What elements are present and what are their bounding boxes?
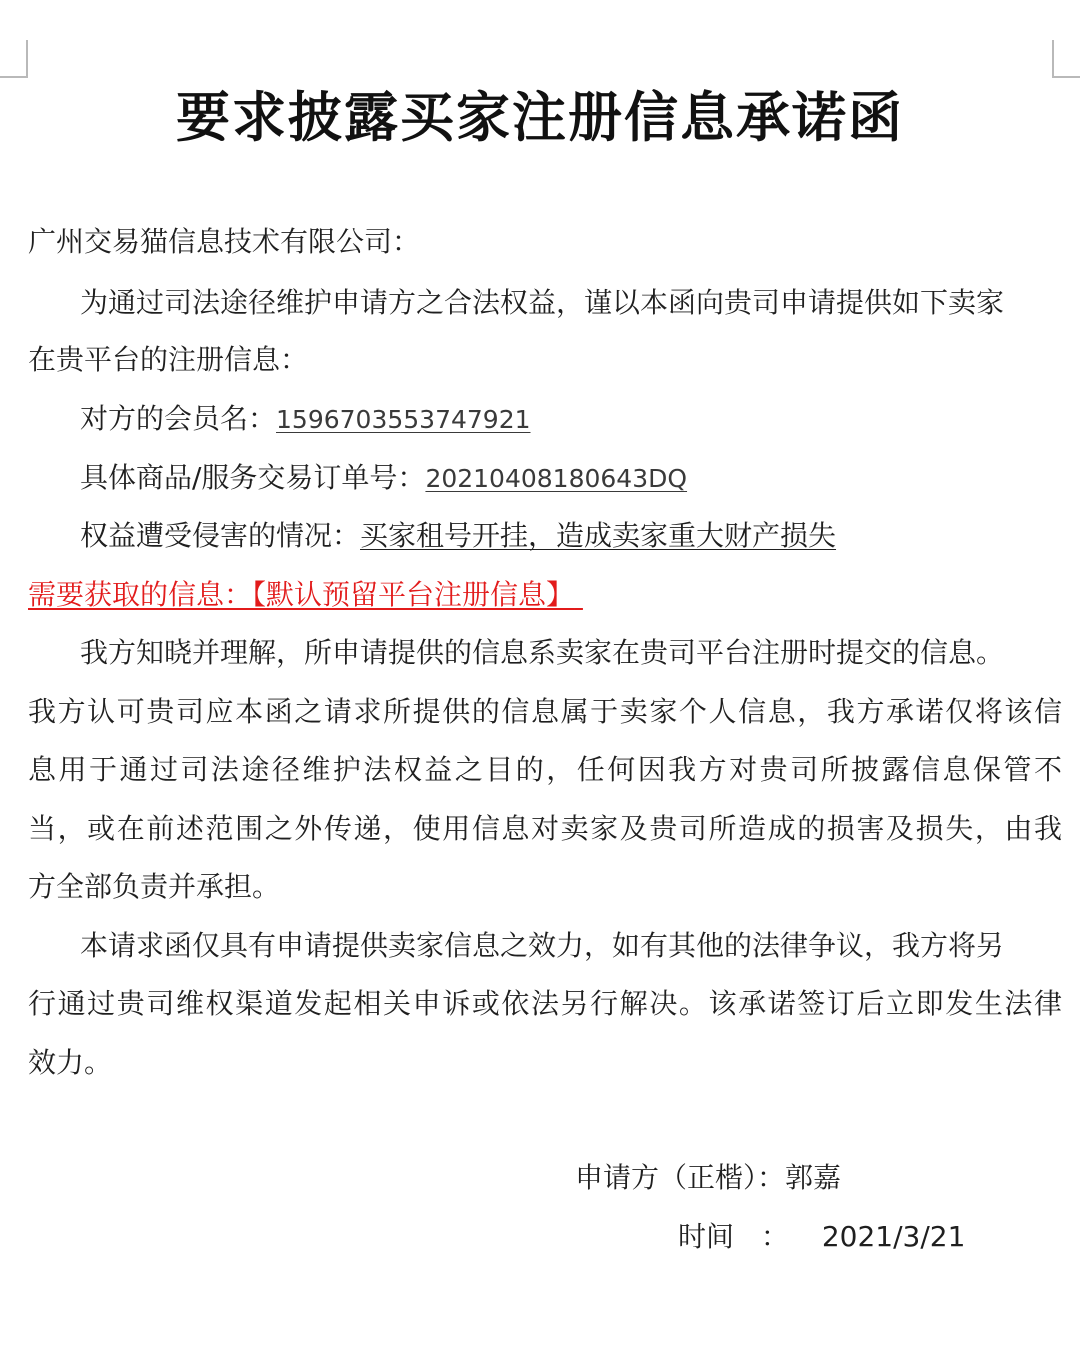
required-info-trailing-underline xyxy=(574,578,583,611)
damage-value: 买家租号开挂，造成卖家重大财产损失 xyxy=(360,519,837,552)
required-info: 需要获取的信息：【默认预留平台注册信息】 xyxy=(28,578,575,611)
document-title: 要求披露买家注册信息承诺函 xyxy=(176,86,904,149)
page-corner-mark-left xyxy=(0,40,28,78)
addressee: 广州交易猫信息技术有限公司： xyxy=(28,225,421,258)
para1-line-3: 息用于通过司法途径维护法权益之目的，任何因我方对贵司所披露信息保管不 xyxy=(28,753,1062,786)
para2-line-2: 行通过贵司维权渠道发起相关申诉或依法另行解决。该承诺签订后立即发生法律 xyxy=(28,987,1062,1020)
order-value: 20210408180643DQ xyxy=(425,464,688,493)
damage-label: 权益遭受侵害的情况： xyxy=(80,519,361,552)
para1-line-4: 当，或在前述范围之外传递，使用信息对卖家及贵司所造成的损害及损失，由我 xyxy=(28,812,1062,845)
para2-line-1: 本请求函仅具有申请提供卖家信息之效力，如有其他的法律争议，我方将另 xyxy=(80,929,1005,962)
date-value: 2021/3/21 xyxy=(821,1220,966,1253)
signature: 申请方（正楷）：郭嘉 xyxy=(575,1161,842,1194)
date-label: 时间 xyxy=(678,1220,735,1253)
page-corner-mark-right xyxy=(1052,40,1080,78)
intro-line-1: 为通过司法途径维护申请方之合法权益，谨以本函向贵司申请提供如下卖家 xyxy=(80,286,1005,319)
date-separator: ： xyxy=(760,1220,789,1253)
para1-line-5: 方全部负责并承担。 xyxy=(28,870,281,903)
damage-row xyxy=(80,516,836,556)
order-row xyxy=(80,458,687,499)
required-info-row xyxy=(28,575,583,615)
member-row xyxy=(80,399,531,440)
order-label: 具体商品/服务交易订单号： xyxy=(80,461,426,494)
member-label: 对方的会员名： xyxy=(80,402,277,435)
para2-line-3: 效力。 xyxy=(28,1046,113,1079)
member-value: 1596703553747921 xyxy=(276,405,531,434)
para1-line-1: 我方知晓并理解，所申请提供的信息系卖家在贵司平台注册时提交的信息。 xyxy=(80,636,1005,669)
intro-line-2: 在贵平台的注册信息： xyxy=(28,343,309,376)
date-row xyxy=(678,1217,965,1257)
para1-line-2: 我方认可贵司应本函之请求所提供的信息属于卖家个人信息，我方承诺仅将该信 xyxy=(28,695,1062,728)
